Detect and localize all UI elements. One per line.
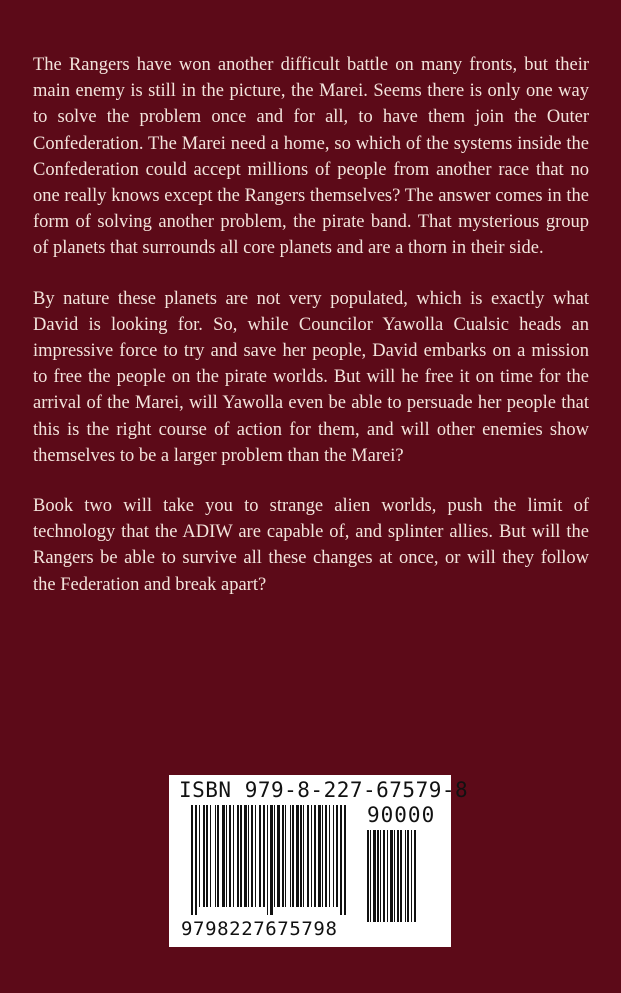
barcode-bar (206, 805, 208, 907)
barcode-bar (400, 830, 402, 922)
barcode-bar (290, 805, 291, 907)
addon-barcode-bars (367, 830, 437, 922)
barcode-bar (325, 805, 327, 907)
barcode-bar (318, 805, 321, 907)
blurb-paragraph-2: By nature these planets are not very populated, which is exactly what David is looking for. So, while Councilor Yawolla Cualsic heads an impressive force to try and save her people, David embarks on a mission to free the people on the pirate worlds. But will he free it on time for the arrival of the Marei, will Yawolla even be able to persuade her people that this is the right course of action for them, and will other enemies show themselves to be a larger problem than the Marei? (33, 288, 589, 466)
barcode-bar (300, 805, 302, 907)
barcode-bar (411, 830, 412, 922)
barcode-bar (270, 805, 273, 915)
barcode-bar (383, 830, 385, 922)
barcode-bar (303, 805, 304, 907)
barcode-bar (248, 805, 249, 907)
barcode-bar (394, 830, 395, 922)
barcode-bar (233, 805, 234, 907)
ean-barcode-bars (191, 805, 355, 915)
barcode-bar (285, 805, 286, 907)
barcode-bar (244, 805, 247, 907)
barcode-bar (333, 805, 334, 907)
barcode-bar (259, 805, 261, 907)
barcode-bar (407, 830, 409, 922)
barcode-bar (282, 805, 284, 907)
barcode-bar (191, 805, 193, 915)
barcode-bar (215, 805, 216, 907)
barcode-bar (210, 805, 211, 907)
barcode-bar (240, 805, 242, 907)
ean-digits: 9798227675798 (181, 918, 338, 940)
barcode-bar (377, 830, 379, 922)
barcode-bar (414, 830, 416, 922)
barcode-bar (314, 805, 316, 907)
barcode-bar (229, 805, 231, 907)
isbn-label: ISBN 979-8-227-67579-8 (179, 778, 469, 802)
barcode-bar (380, 830, 381, 922)
barcode-bar (237, 805, 239, 907)
barcode-bar (263, 805, 265, 907)
barcode-bar (296, 805, 299, 907)
blurb-paragraph-1: The Rangers have won another difficult battle on many fronts, but their main enemy is still in the picture, the Marei. Seems there is only one way to solve the problem once and for all, to have them join the Outer Confederation. The Marei need a home, so which of the systems inside the Confederation could accept millions of people from another race that no one really knows except the Rangers themselves? The answer comes in the form of solving another problem, the pirate band. That mysterious group of planets that surrounds all core planets and are a thorn in their side. (33, 55, 589, 259)
barcode-bar (405, 830, 406, 922)
barcode-bar (336, 805, 338, 907)
barcode-bar (195, 805, 197, 915)
barcode-bar (222, 805, 225, 907)
barcode-bar (199, 805, 200, 907)
barcode-bar (226, 805, 227, 907)
barcode-bar (274, 805, 275, 907)
barcode-bar (344, 805, 346, 915)
barcode-bar (340, 805, 342, 915)
barcode-bar (329, 805, 330, 907)
barcode-bar (397, 830, 399, 922)
isbn-barcode (169, 775, 469, 947)
barcode-bar (217, 805, 219, 907)
barcode-bar (311, 805, 312, 907)
barcode-bar (292, 805, 294, 907)
barcode-bar (203, 805, 205, 907)
barcode-bar (370, 830, 371, 922)
barcode-bar (267, 805, 268, 915)
barcode-bar (307, 805, 309, 907)
price-code: 90000 (367, 803, 436, 827)
barcode-bar (277, 805, 280, 907)
barcode-bar (367, 830, 369, 922)
blurb-paragraph-3: Book two will take you to strange alien worlds, push the limit of technology that the ADIW are capable of, and splinter allies. But will the Rangers be able to survive all these changes at once, or will they follow the Federation and break apart? (33, 496, 589, 595)
back-cover-blurb (33, 52, 589, 622)
barcode-bar (387, 830, 388, 922)
barcode-bar (390, 830, 393, 922)
barcode-bar (373, 830, 376, 922)
barcode-bar (251, 805, 253, 907)
barcode-bar (322, 805, 323, 907)
barcode-bar (255, 805, 256, 907)
